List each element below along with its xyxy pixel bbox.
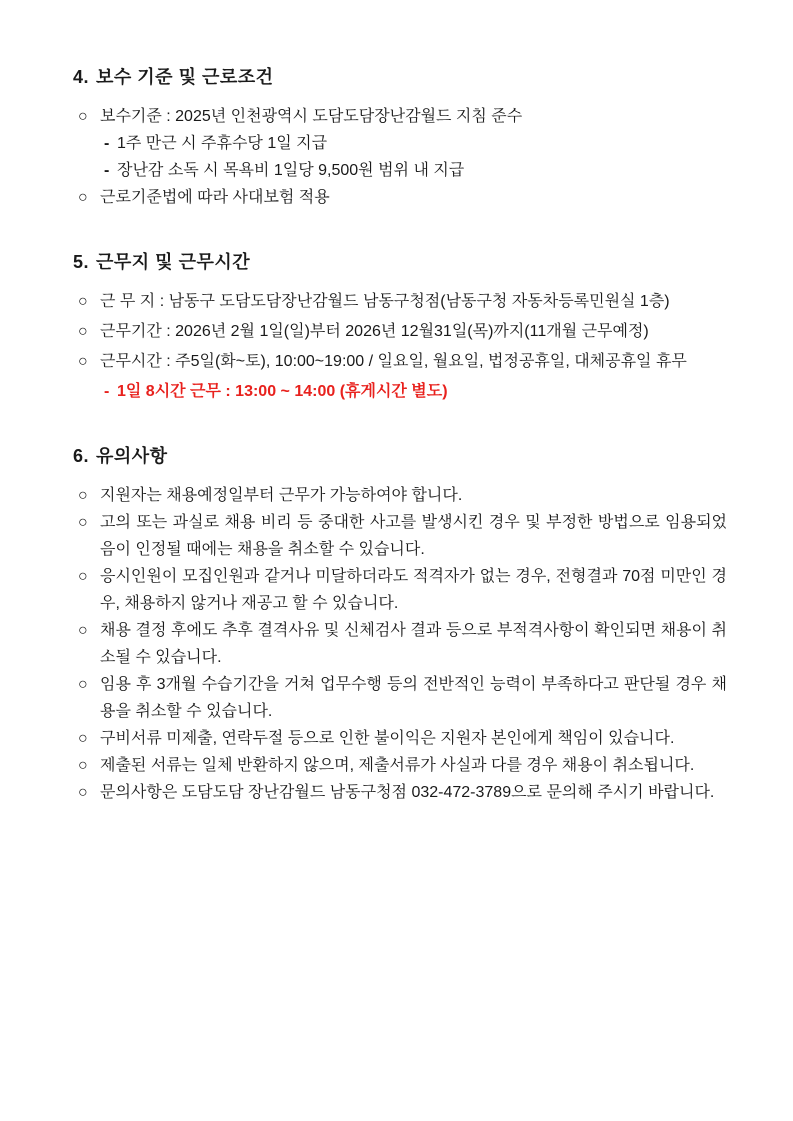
dash-bullet: - (104, 162, 110, 179)
circle-bullet: ○ (78, 323, 88, 340)
list-item-text: 제출된 서류는 일체 반환하지 않으며, 제출서류가 사실과 다를 경우 채용이 취소됩니다. (100, 757, 695, 774)
list-item (73, 288, 727, 315)
list-item (73, 103, 727, 130)
list-item (73, 318, 727, 345)
section-title: 근무지 및 근무시간 (96, 252, 251, 272)
circle-bullet: ○ (78, 487, 88, 504)
list-item-text: 채용 결정 후에도 추후 결격사유 및 신체검사 결과 등으로 부적격사항이 확인되면 채용이 취소될 수 있습니다. (100, 622, 727, 666)
section-compensation (73, 64, 727, 211)
list-item (73, 671, 727, 725)
circle-bullet: ○ (78, 622, 88, 639)
list-item-text: 근무기간 : 2026년 2월 1일(일)부터 2026년 12월31일(목)까지(11개월 근무예정) (100, 323, 649, 340)
circle-bullet: ○ (78, 676, 88, 693)
section-number: 5. (73, 252, 90, 272)
sub-list-item-text: 1주 만근 시 주휴수당 1일 지급 (117, 135, 328, 152)
list-item (73, 509, 727, 563)
list-item (73, 725, 727, 752)
sub-list-item-text: 장난감 소독 시 목욕비 1일당 9,500원 범위 내 지급 (117, 162, 465, 179)
list-item-text: 지원자는 채용예정일부터 근무가 가능하여야 합니다. (100, 487, 463, 504)
sub-list-item-text: 1일 8시간 근무 : 13:00 ~ 14:00 (휴게시간 별도) (117, 383, 448, 400)
section-workplace-hours (73, 249, 727, 405)
circle-bullet: ○ (78, 353, 88, 370)
circle-bullet: ○ (78, 730, 88, 747)
circle-bullet: ○ (78, 568, 88, 585)
sub-list-item-highlight (73, 378, 727, 405)
circle-bullet: ○ (78, 293, 88, 310)
list-item (73, 348, 727, 375)
section-heading (73, 64, 727, 90)
section-number: 4. (73, 67, 90, 87)
section-title: 보수 기준 및 근로조건 (96, 67, 274, 87)
list-item-text: 근 무 지 : 남동구 도담도담장난감월드 남동구청점(남동구청 자동차등록민원실 1층) (100, 293, 670, 310)
list-item-text: 근무시간 : 주5일(화~토), 10:00~19:00 / 일요일, 월요일, 법정공휴일, 대체공휴일 휴무 (100, 353, 687, 370)
circle-bullet: ○ (78, 108, 88, 125)
list-item-text: 근로기준법에 따라 사대보험 적용 (100, 189, 330, 206)
list-item-text: 문의사항은 도담도담 장난감월드 남동구청점 032-472-3789으로 문의해 주시기 바랍니다. (100, 784, 715, 801)
sub-list-item (73, 130, 727, 157)
list-item-text: 보수기준 : 2025년 인천광역시 도담도담장난감월드 지침 준수 (100, 108, 523, 125)
list-item (73, 617, 727, 671)
circle-bullet: ○ (78, 784, 88, 801)
circle-bullet: ○ (78, 514, 88, 531)
section-number: 6. (73, 446, 90, 466)
list-item-text: 고의 또는 과실로 채용 비리 등 중대한 사고를 발생시킨 경우 및 부정한 방법으로 임용되었음이 인정될 때에는 채용을 취소할 수 있습니다. (100, 514, 727, 558)
dash-bullet: - (104, 383, 110, 400)
list-item (73, 563, 727, 617)
section-heading (73, 443, 727, 469)
section-heading (73, 249, 727, 275)
list-item-text: 임용 후 3개월 수습기간을 거쳐 업무수행 등의 전반적인 능력이 부족하다고 판단될 경우 채용을 취소할 수 있습니다. (100, 676, 727, 720)
dash-bullet: - (104, 135, 110, 152)
section-title: 유의사항 (96, 446, 168, 466)
section-notes (73, 443, 727, 806)
list-item-text: 응시인원이 모집인원과 같거나 미달하더라도 적격자가 없는 경우, 전형결과 70점 미만인 경우, 채용하지 않거나 재공고 할 수 있습니다. (100, 568, 727, 612)
circle-bullet: ○ (78, 189, 88, 206)
list-item (73, 752, 727, 779)
sub-list-item (73, 157, 727, 184)
circle-bullet: ○ (78, 757, 88, 774)
list-item (73, 482, 727, 509)
list-item (73, 184, 727, 211)
list-item-text: 구비서류 미제출, 연락두절 등으로 인한 불이익은 지원자 본인에게 책임이 있습니다. (100, 730, 675, 747)
list-item (73, 779, 727, 806)
